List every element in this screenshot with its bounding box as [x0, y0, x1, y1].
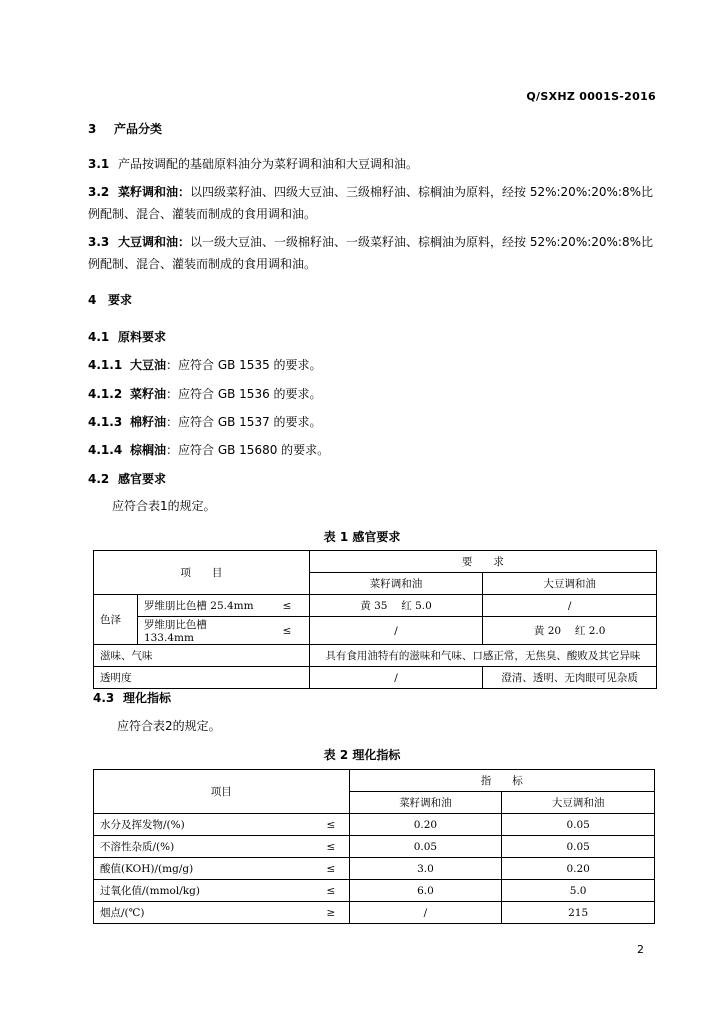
clause-text: ：应符合 GB 15680 的要求。: [166, 443, 330, 457]
comparison-symbol: ≤: [265, 617, 309, 645]
section-4-1-heading: [88, 328, 166, 345]
term-label: 棕榈油: [130, 443, 167, 457]
comparison-symbol: ≤: [313, 836, 349, 858]
row-label: 酸值(KOH)/(mg/g): [94, 858, 314, 880]
table-row: [94, 902, 655, 924]
section-4-heading: [88, 291, 132, 308]
clause-3-2-cont: 例配制、混合、灌装而制成的食用调和油。: [88, 207, 317, 221]
clause-number: 4.1.4: [88, 443, 123, 457]
page-number: 2: [637, 943, 644, 956]
clause-3-3: [88, 233, 653, 250]
section-4-2-heading: [88, 470, 166, 487]
term-label: 菜籽油: [130, 387, 167, 401]
color-label: 色泽: [94, 595, 138, 645]
table-header-row: [94, 770, 655, 792]
table-row: [94, 858, 655, 880]
section-number: 4.1: [88, 330, 110, 344]
soybean-value: /: [483, 595, 657, 617]
header-rapeseed-blend: 菜籽调和油: [349, 792, 502, 814]
table-row: [94, 880, 655, 902]
header-soybean-blend: 大豆调和油: [502, 792, 655, 814]
soybean-value: 黄 20 红 2.0: [483, 617, 657, 645]
section-number: 3: [88, 122, 97, 136]
row-label: 滋味、气味: [94, 645, 310, 667]
clause-number: 3.2: [88, 185, 110, 199]
table-row: [94, 645, 657, 667]
soybean-value: 0.05: [502, 836, 655, 858]
table-1-caption: 表 1 感官要求: [323, 530, 401, 544]
term-label: 大豆调和油：: [118, 235, 191, 249]
clause-text: ：应符合 GB 1536 的要求。: [166, 387, 322, 401]
clause-3-1: [88, 155, 418, 172]
physicochemical-indicators-table: [93, 769, 655, 924]
header-indicator: 指 标: [349, 770, 654, 792]
rapeseed-value: /: [309, 617, 483, 645]
clause-text: 以一级大豆油、一级棉籽油、一级菜籽油、棕榈油为原料，经按 52%:20%:20%:8%比: [190, 235, 654, 249]
rapeseed-value: /: [349, 902, 502, 924]
taste-value: 具有食用油特有的滋味和气味、口感正常，无焦臭、酸败及其它异味: [309, 645, 656, 667]
section-number: 4.2: [88, 472, 110, 486]
row-label: 罗维朋比色槽 133.4mm: [137, 617, 265, 645]
term-label: 大豆油: [130, 358, 167, 372]
rapeseed-value: 0.05: [349, 836, 502, 858]
table-row: [94, 814, 655, 836]
section-number: 4.3: [93, 691, 115, 705]
clause-number: 4.1.3: [88, 415, 123, 429]
soybean-value: 0.20: [502, 858, 655, 880]
row-label: 过氧化值/(mmol/kg): [94, 880, 314, 902]
term-label: 菜籽调和油：: [118, 185, 191, 199]
header-requirement: 要 求: [309, 551, 656, 573]
section-title: 要求: [108, 293, 133, 307]
table-1-reference: 应符合表1的规定。: [112, 499, 216, 513]
clause-4-1-1: [88, 356, 322, 373]
header-item: 项 目: [94, 551, 310, 595]
clause-3-3-cont: 例配制、混合、灌装而制成的食用调和油。: [88, 257, 317, 271]
table-row: [94, 617, 657, 645]
clause-text: 产品按调配的基础原料油分为菜籽调和油和大豆调和油。: [118, 157, 419, 171]
clause-number: 3.1: [88, 157, 110, 171]
section-4-3-heading: [93, 689, 171, 706]
rapeseed-value: 6.0: [349, 880, 502, 902]
term-label: 棉籽油: [130, 415, 167, 429]
clause-4-1-2: [88, 385, 322, 402]
rapeseed-value: 3.0: [349, 858, 502, 880]
section-number: 4: [88, 293, 97, 307]
clause-number: 4.1.1: [88, 358, 123, 372]
row-label: 透明度: [94, 667, 310, 689]
comparison-symbol: ≤: [265, 595, 309, 617]
comparison-symbol: ≥: [313, 902, 349, 924]
header-soybean-blend: 大豆调和油: [483, 573, 657, 595]
clause-number: 4.1.2: [88, 387, 123, 401]
section-title: 理化指标: [123, 691, 172, 705]
clause-4-1-4: [88, 441, 329, 458]
clause-text: ：应符合 GB 1537 的要求。: [166, 415, 322, 429]
rapeseed-value: 黄 35 红 5.0: [309, 595, 483, 617]
table-2-caption: 表 2 理化指标: [323, 748, 401, 762]
clause-text: 以四级菜籽油、四级大豆油、三级棉籽油、棕榈油为原料，经按 52%:20%:20%:8%比: [190, 185, 654, 199]
section-title: 产品分类: [114, 122, 163, 136]
rapeseed-value: /: [309, 667, 483, 689]
section-3-heading: [88, 120, 162, 137]
row-label: 烟点/(℃): [94, 902, 314, 924]
table-row: [94, 836, 655, 858]
table-row: [94, 595, 657, 617]
table-2-reference: 应符合表2的规定。: [117, 719, 221, 733]
sensory-requirements-table: [93, 550, 657, 689]
header-item: 项目: [94, 770, 350, 814]
comparison-symbol: ≤: [313, 814, 349, 836]
header-rapeseed-blend: 菜籽调和油: [309, 573, 483, 595]
table-header-row: [94, 551, 657, 573]
soybean-value: 0.05: [502, 814, 655, 836]
section-title: 感官要求: [118, 472, 167, 486]
rapeseed-value: 0.20: [349, 814, 502, 836]
table-row: [94, 667, 657, 689]
row-label: 罗维朋比色槽 25.4mm: [137, 595, 265, 617]
soybean-value: 5.0: [502, 880, 655, 902]
soybean-value: 澄清、透明、无肉眼可见杂质: [483, 667, 657, 689]
soybean-value: 215: [502, 902, 655, 924]
comparison-symbol: ≤: [313, 880, 349, 902]
row-label: 不溶性杂质/(%): [94, 836, 314, 858]
comparison-symbol: ≤: [313, 858, 349, 880]
clause-number: 3.3: [88, 235, 110, 249]
document-code: Q/SXHZ 0001S-2016: [526, 90, 656, 103]
clause-text: ：应符合 GB 1535 的要求。: [166, 358, 322, 372]
clause-3-2: [88, 183, 653, 200]
section-title: 原料要求: [118, 330, 167, 344]
row-label: 水分及挥发物/(%): [94, 814, 314, 836]
clause-4-1-3: [88, 413, 322, 430]
